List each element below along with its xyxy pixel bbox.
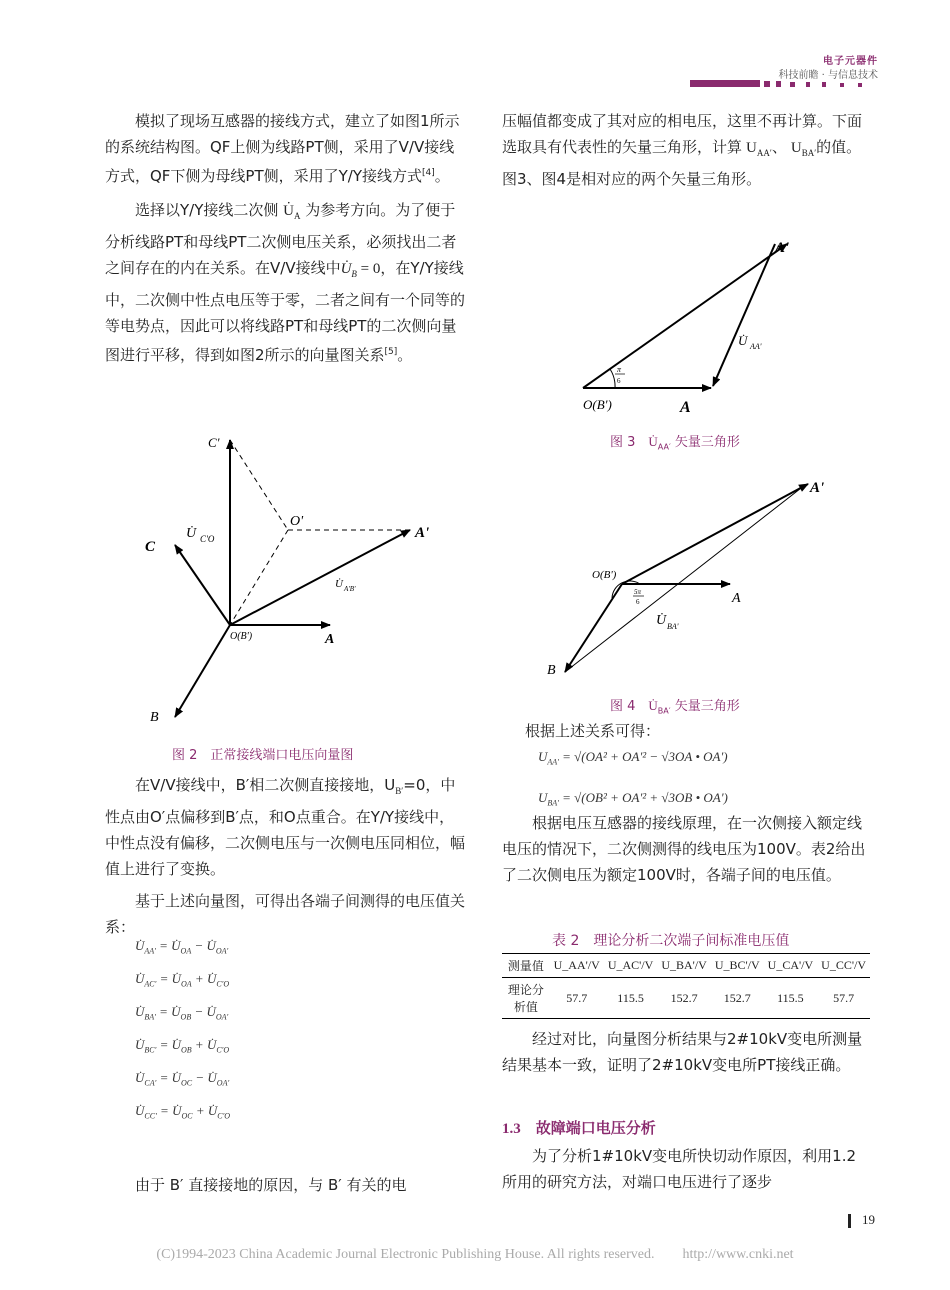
header-decoration xyxy=(690,80,875,87)
page-number-bar xyxy=(848,1214,851,1228)
table-header-cell: U_BC'/V xyxy=(714,958,760,972)
section-heading-1-3: 1.3 故障端口电压分析 xyxy=(502,1121,656,1137)
table-header-cell: U_CC'/V xyxy=(821,958,866,972)
fig4-label-origin: O(B') xyxy=(592,569,617,581)
equation: $U̇_{CA'}$ = $U̇_{OC}$ − $U̇_{OA'}$ xyxy=(135,1070,230,1088)
fig3-angle-six: 6 xyxy=(617,377,621,385)
left-paragraph-1: 模拟了现场互感器的接线方式，建立了如图1所示的系统结构图。QF上侧为线路PT侧，采用了V/V接线方式，QF下侧为母线PT侧，采用了Y/Y接线方式[4]。 xyxy=(105,112,460,185)
fig2-label-uapbp: U̇ xyxy=(335,578,343,590)
left-column-lower xyxy=(105,772,467,940)
left-column xyxy=(105,108,467,368)
fig2-label-uapbp-sub: A'B' xyxy=(344,585,356,593)
fig2-label-origin: O(B') xyxy=(230,631,253,642)
right-paragraph-3: 根据电压互感器的接线原理，在一次侧接入额定线电压的情况下，二次侧测得的线电压为100V。表2给出了二次侧电压为额定100V时，各端子间的电压值。 xyxy=(502,814,866,884)
left-paragraph-5: 由于 B′ 直接接地的原因，与 B′ 有关的电 xyxy=(135,1176,407,1194)
page-number: 19 xyxy=(862,1212,875,1227)
fig4-label-uba: U̇ xyxy=(656,613,667,628)
figure-4-caption: 图 4 $U̇_{BA'}$ 矢量三角形 xyxy=(610,698,740,716)
table-cell: 57.7 xyxy=(833,990,855,1005)
table-header-cell: U_BA'/V xyxy=(661,958,707,972)
copyright-footer: (C)1994-2023 China Academic Journal Electronic Publishing House. All rights reserved. http://www.cnki.net xyxy=(156,1247,794,1262)
fig2-vectors xyxy=(175,440,410,717)
right-paragraph-5: 为了分析1#10kV变电所快切动作原因，利用1.2所用的研究方法，对端口电压进行了逐步 xyxy=(502,1147,857,1191)
fig4-label-b: B xyxy=(547,663,556,678)
table-header-cell: U_CA'/V xyxy=(767,958,814,972)
right-column-lower xyxy=(502,1026,870,1078)
fig2-label-ucpo: U̇ xyxy=(186,526,197,541)
fig4-label-a-prime: A' xyxy=(810,480,825,496)
table-header-cell: U_AA'/V xyxy=(553,958,600,972)
left-paragraph-2: 选择以Y/Y接线二次侧 $U̇_A$ 为参考方向。为了便于分析线路PT和母线PT二次侧电压关系，必须找出二者之间存在的内在关系。在V/V接线中$U̇_B = 0$，在Y/Y接线中，二次侧中性点电压等于零，二者之间有一个同等的等电势点，因此可以将线路PT和母线PT的二次侧向量图进行平移，得到如图2所示的向量图关系[5]。 xyxy=(105,201,466,364)
figure-2-vector-diagram xyxy=(140,425,460,730)
fig2-label-c-prime: C' xyxy=(208,435,220,450)
formula-uaa: $U_{AA'} = √(OA^2 + OA'^2 - √3OA$ • OA') xyxy=(538,749,728,767)
table-header-cell: U_AC'/V xyxy=(607,958,654,972)
formula-uba: $U_{BA'} = √(OB^2 + OA'^2 + √3OB$ • OA') xyxy=(538,790,728,808)
fig4-angle-den: 6 xyxy=(636,598,640,606)
right-column-end xyxy=(502,1143,870,1195)
table-cell: 115.5 xyxy=(777,990,804,1005)
fig3-label-uaa: U̇ xyxy=(738,333,748,348)
table-cell: 152.7 xyxy=(723,990,751,1005)
table-row-label: 理论分析值 xyxy=(507,983,544,1014)
figure-2-caption: 图 2 正常接线端口电压向量图 xyxy=(172,748,354,763)
equation: $U̇_{CC'}$ = $U̇_{OC}$ + $U̇_{C'O}$ xyxy=(135,1103,231,1121)
table-header-row xyxy=(502,954,870,978)
right-paragraph-1: 压幅值都变成了其对应的相电压，这里不再计算。下面选取具有代表性的矢量三角形，计算 $U_{AA'}$、 $U_{BA'}$的值。图3、图4是相对应的两个矢量三角形。 xyxy=(502,112,863,188)
table-row xyxy=(502,978,870,1019)
table-2-caption: 表 2 理论分析二次端子间标准电压值 xyxy=(552,933,790,949)
table-cell: 57.7 xyxy=(566,990,588,1005)
table-2 xyxy=(502,953,870,1019)
journal-brand: 电子元器件 xyxy=(823,56,878,67)
figure-3-caption: 图 3 $U̇_{AA'}$ 矢量三角形 xyxy=(610,434,740,452)
journal-subtitle: 科技前瞻 · 与信息技术 xyxy=(778,70,878,81)
equation: $U̇_{BA'}$ = $U̇_{OB}$ − $U̇_{OA'}$ xyxy=(135,1004,229,1022)
fig2-label-a: A xyxy=(325,632,335,647)
right-paragraph-2: 根据上述关系可得： xyxy=(525,722,661,740)
right-column-mid xyxy=(502,810,870,888)
fig3-label-a-prime: A' xyxy=(775,240,790,256)
fig3-label-uaa-sub: AA' xyxy=(750,342,762,351)
fig2-label-ucpo-sub: C'O xyxy=(200,534,215,544)
fig3-angle-pi: π xyxy=(617,365,622,374)
fig2-label-b: B xyxy=(150,710,159,725)
left-column-end xyxy=(105,1172,467,1198)
left-paragraph-4: 基于上述向量图，可得出各端子间测得的电压值关系： xyxy=(105,892,466,936)
equation: $U̇_{AA'}$ = $U̇_{OA}$ − $U̇_{OA'}$ xyxy=(135,938,229,956)
right-paragraph-4: 经过对比，向量图分析结果与2#10kV变电所测量结果基本一致，证明了2#10kV变电所PT接线正确。 xyxy=(502,1030,863,1074)
table-header-cell: 测量值 xyxy=(507,959,544,973)
figure-3-vector-triangle xyxy=(575,232,805,422)
fig4-label-a: A xyxy=(732,591,741,606)
equation: $U̇_{BC'}$ = $U̇_{OB}$ + $U̇_{C'O}$ xyxy=(135,1037,230,1055)
fig2-label-c: C xyxy=(145,539,156,555)
fig2-label-o-prime: O' xyxy=(290,514,304,529)
left-paragraph-3: 在V/V接线中，B′相二次侧直接接地，$U_{B'}=0$，中性点由O′点偏移到B′点，和O点重合。在Y/Y接线中，中性点没有偏移，二次侧电压与一次侧电压同相位，幅值上进行了变换。 xyxy=(105,776,466,878)
figure-4-vector-triangle xyxy=(540,472,840,684)
fig4-label-uba-sub: BA' xyxy=(667,622,679,631)
table-cell: 152.7 xyxy=(670,990,698,1005)
table-cell: 115.5 xyxy=(617,990,644,1005)
equation: $U̇_{AC'}$ = $U̇_{OA}$ + $U̇_{C'O}$ xyxy=(135,971,230,989)
fig3-label-a: A xyxy=(680,399,691,416)
right-column xyxy=(502,108,870,192)
fig2-label-a-prime: A' xyxy=(415,525,430,541)
fig3-label-origin: O(B') xyxy=(583,397,612,412)
fig4-angle-num: 5π xyxy=(634,588,642,596)
